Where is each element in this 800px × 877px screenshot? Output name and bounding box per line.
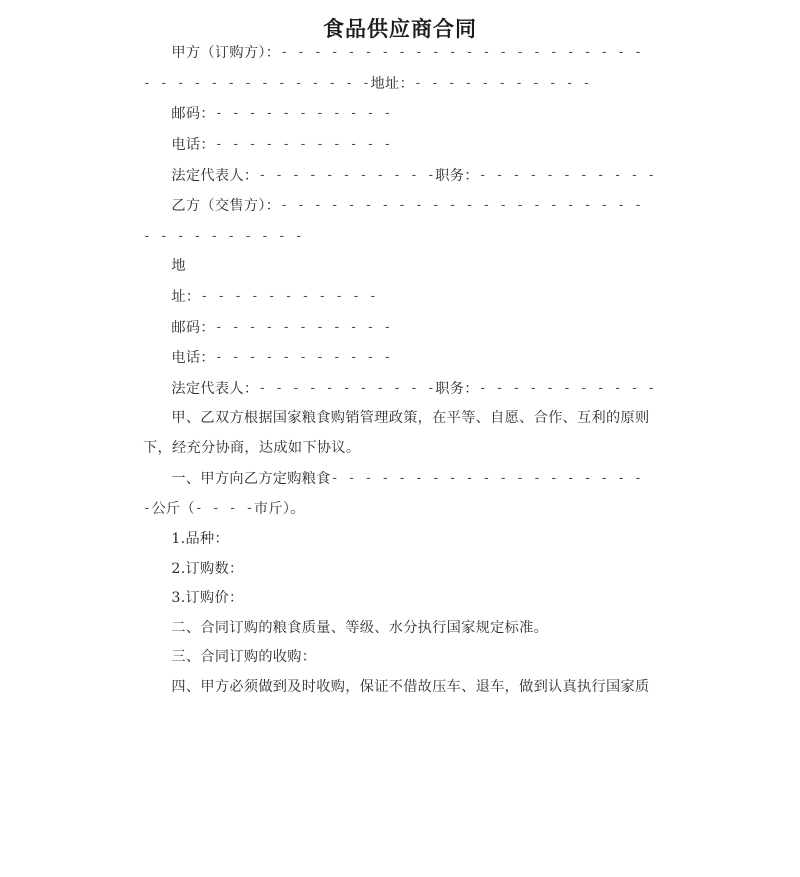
page-title: 食品供应商合同 xyxy=(323,17,477,41)
field-line-party-b-address-head xyxy=(143,252,657,282)
preamble-paragraph: 甲、乙双方根据国家粮食购销管理政策，在平等、自愿、合作、互利的原则下，经充分协商，达成如下协议。 xyxy=(143,410,650,457)
field-label-party-b-phone: 电话： xyxy=(171,350,215,367)
clause-three: 三、合同订购的收购： xyxy=(171,649,317,666)
clause-one-prefix: 一、甲方向乙方定购粮食 xyxy=(171,470,331,487)
fill-blank-party-b-postcode[interactable]: - - - - - - - - - - - xyxy=(214,319,392,335)
field-label-party-a-title: 职务： xyxy=(435,167,479,184)
field-label-party-a: 甲方（订购方）： xyxy=(171,45,281,62)
field-line-party-b-phone xyxy=(143,343,657,374)
fill-blank-party-b-rep[interactable]: - - - - - - - - - - - xyxy=(258,380,436,396)
fill-blank-party-a[interactable]: - - - - - - - - - - - - - - - - - - - - - - - - - - - - - - - - - - - - xyxy=(143,45,643,91)
clause-one-suffix: 市斤）。 xyxy=(253,501,305,518)
list-item-order-price: 3.订购价： xyxy=(171,590,244,607)
clause-two: 二、合同订购的粮食质量、等级、水分执行国家规定标准。 xyxy=(171,619,549,636)
clause-one-unit: 公斤（ xyxy=(151,501,195,518)
field-label-party-b-rep: 法定代表人： xyxy=(171,380,259,397)
fill-blank-party-a-title[interactable]: - - - - - - - - - - - xyxy=(478,167,656,183)
fill-blank-party-b[interactable]: - - - - - - - - - - - - - - - - - - - - - - - - - - - - - - - - xyxy=(143,198,643,244)
field-label-party-b-postcode: 邮码： xyxy=(171,319,215,336)
field-label-party-a-address: 地址： xyxy=(370,75,414,92)
fill-blank-clause-one-shijin[interactable]: - - - - xyxy=(194,501,254,517)
field-label-party-b-address: 址： xyxy=(171,289,201,305)
clause-one xyxy=(143,464,657,525)
fill-blank-party-b-address[interactable]: - - - - - - - - - - - xyxy=(200,288,378,304)
fill-blank-party-a-rep[interactable]: - - - - - - - - - - - xyxy=(258,167,436,183)
field-line-party-a xyxy=(143,38,657,99)
field-line-party-a-phone xyxy=(143,130,657,161)
document-body xyxy=(143,38,657,702)
fill-blank-party-a-postcode[interactable]: - - - - - - - - - - - xyxy=(214,106,392,122)
field-line-party-b-address xyxy=(143,282,657,313)
field-line-party-b-postcode xyxy=(143,313,657,344)
fill-blank-party-b-title[interactable]: - - - - - - - - - - - xyxy=(478,380,656,396)
clause-four: 四、甲方必须做到及时收购，保证不借故压车、退车，做到认真执行国家质 xyxy=(171,678,650,695)
field-label-party-b: 乙方（交售方）： xyxy=(171,198,281,215)
field-label-party-a-postcode: 邮码： xyxy=(171,106,215,123)
fill-blank-party-a-phone[interactable]: - - - - - - - - - - - xyxy=(214,136,392,152)
fill-blank-party-b-phone[interactable]: - - - - - - - - - - - xyxy=(214,350,392,366)
list-item-variety: 1.品种： xyxy=(171,530,229,547)
field-line-party-a-postcode xyxy=(143,99,657,130)
field-line-party-b-rep xyxy=(143,374,657,405)
field-label-party-b-title: 职务： xyxy=(435,380,479,397)
fill-blank-clause-one-quantity[interactable]: - - - - - - - - - - - - - - - - - - - - xyxy=(143,470,643,517)
field-label-party-b-address-head: 地 xyxy=(171,258,186,275)
field-line-party-a-rep xyxy=(143,161,657,192)
field-label-party-a-rep: 法定代表人： xyxy=(171,167,259,184)
list-item-order-quantity: 2.订购数： xyxy=(171,560,244,577)
field-line-party-b xyxy=(143,191,657,252)
fill-blank-party-a-address[interactable]: - - - - - - - - - - - xyxy=(414,75,591,91)
field-label-party-a-phone: 电话： xyxy=(171,136,215,153)
